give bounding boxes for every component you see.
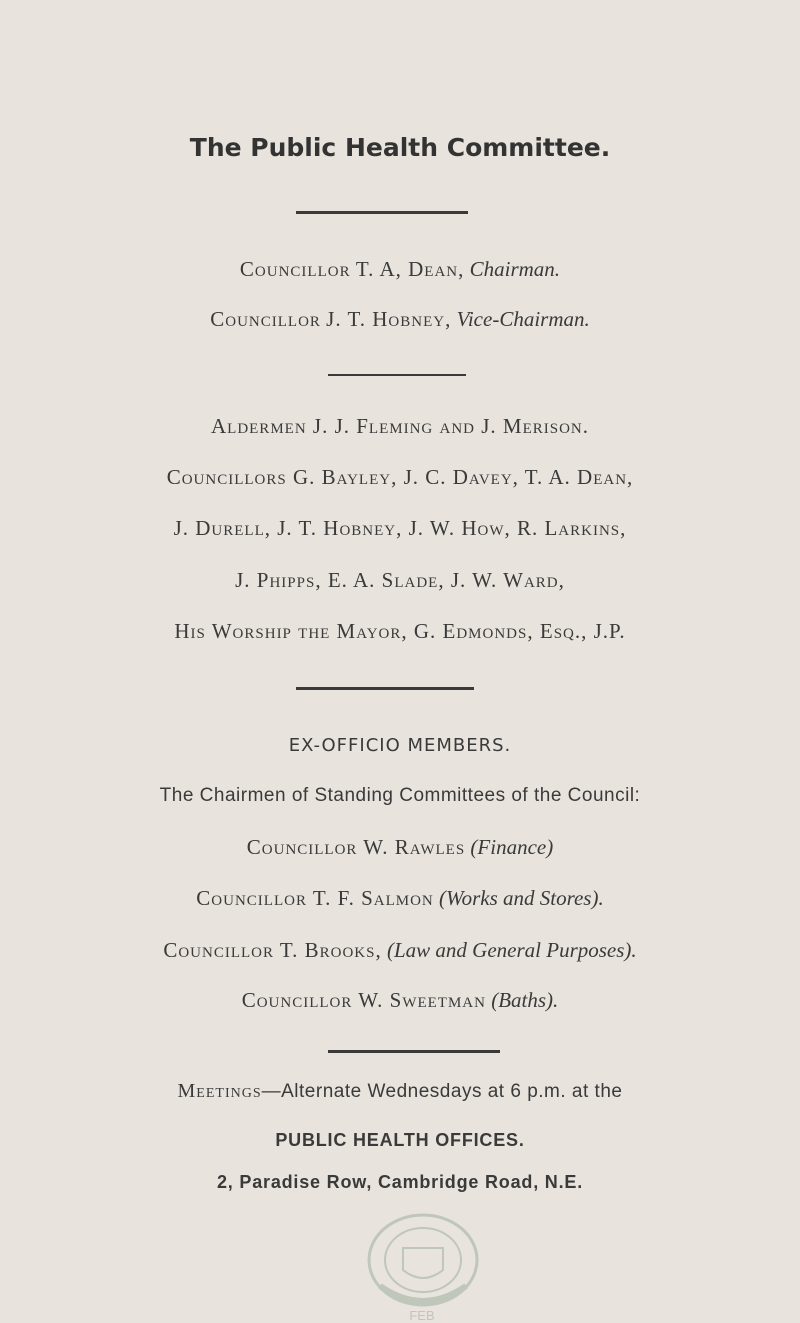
divider [328, 374, 466, 376]
entry-committee: (Baths). [491, 988, 559, 1012]
chairman-line [0, 257, 800, 282]
entry-name: Councillor T. Brooks, [163, 938, 382, 962]
ex-officio-intro: The Chairmen of Standing Committees of the Council: [159, 785, 641, 806]
venue-address: 2, Paradise Row, Cambridge Road, N.E. [216, 1172, 584, 1192]
entry-committee: (Finance) [470, 835, 554, 859]
meetings-label: Meetings [177, 1080, 262, 1102]
vice-chairman-line [0, 307, 800, 332]
divider [296, 211, 468, 214]
members-line: Councillors G. Bayley, J. C. Davey, T. A. Dean, [166, 465, 634, 489]
chairman-name: T. A, Dean, [355, 257, 465, 281]
chairman-rank: Councillor [239, 257, 351, 281]
vice-chairman-name: J. T. Hobney, [326, 307, 452, 331]
vice-chairman-rank: Councillor [210, 307, 321, 331]
meetings-text: —Alternate Wednesdays at 6 p.m. at the [261, 1081, 623, 1102]
meetings-line [0, 1080, 800, 1103]
stamp-text: FEB [409, 1308, 435, 1323]
venue-name: PUBLIC HEALTH OFFICES. [275, 1130, 525, 1150]
ex-officio-entry [0, 886, 800, 911]
divider [328, 1050, 500, 1053]
chairman-role: Chairman. [469, 257, 561, 281]
entry-committee: (Works and Stores). [439, 886, 604, 910]
members-line: Aldermen J. J. Fleming and J. Merison. [210, 414, 590, 438]
entry-name: Councillor W. Sweetman [241, 988, 486, 1012]
vice-chairman-role: Vice-Chairman. [456, 307, 590, 331]
members-line: J. Durell, J. T. Hobney, J. W. How, R. Larkins, [173, 516, 627, 540]
divider [296, 687, 474, 690]
ex-officio-entry [0, 938, 800, 963]
members-line: J. Phipps, E. A. Slade, J. W. Ward, [235, 568, 565, 592]
entry-name: Councillor T. F. Salmon [196, 886, 434, 910]
members-line: His Worship the Mayor, G. Edmonds, Esq., J.P. [174, 619, 626, 643]
ex-officio-heading: EX-OFFICIO MEMBERS. [288, 735, 512, 756]
page-title: The Public Health Committee. [189, 133, 611, 162]
entry-name: Councillor W. Rawles [246, 835, 466, 859]
ex-officio-entry [0, 835, 800, 860]
ex-officio-entry [0, 988, 800, 1013]
entry-committee: (Law and General Purposes). [387, 938, 637, 962]
library-stamp-icon [362, 1208, 484, 1323]
